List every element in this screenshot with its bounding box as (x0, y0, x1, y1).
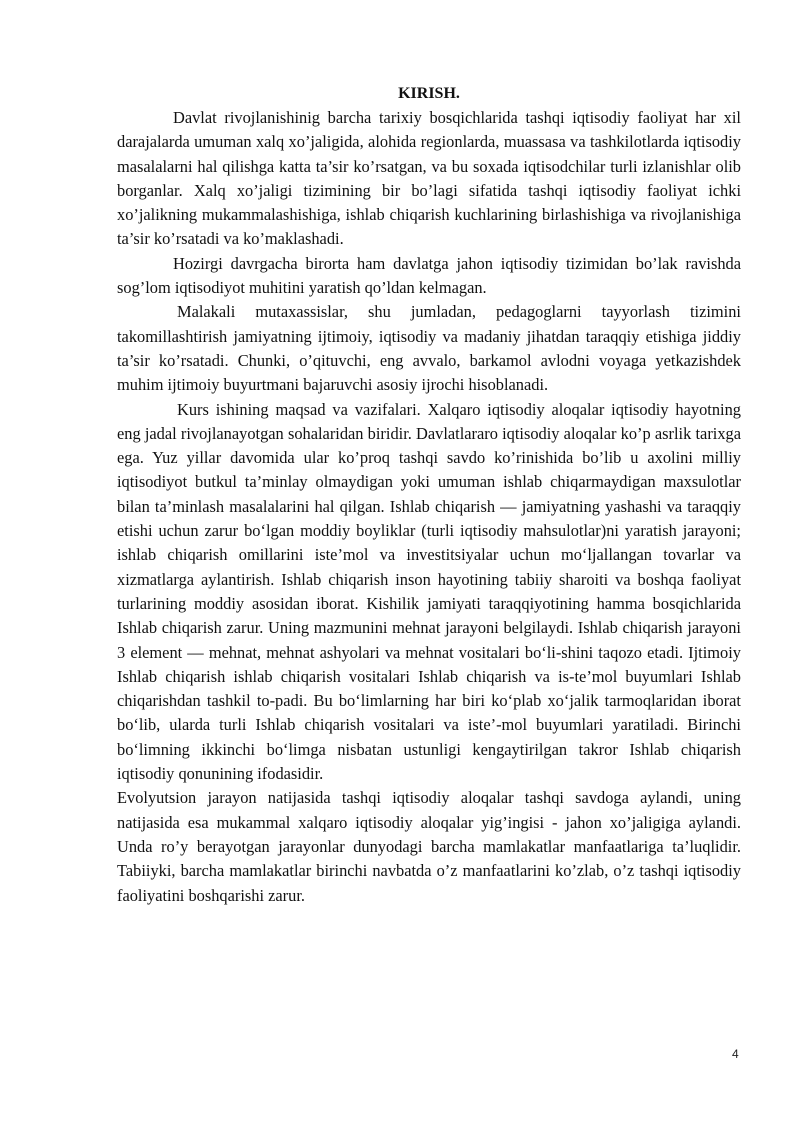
page-content (117, 80, 741, 908)
page-number: 4 (732, 1047, 739, 1061)
paragraph-economic-environment: Hozirgi davrgacha birorta ham davlatga jahon iqtisodiy tizimidan bo’lak ravishda sog’lom iqtisodiyot muhitini yaratish qo’ldan kelmagan. (117, 253, 741, 298)
section-title: KIRISH. (398, 85, 460, 102)
paragraph-evolution: Evolyutsion jarayon natijasida tashqi iqtisodiy aloqalar tashqi savdoga aylandi, uning natijasida esa mukammal xalqaro iqtisodiy aloqalar yig’ingisi - jahon xo’jaligiga aylandi. Unda ro’y berayotgan jarayonlar dunyodagi barcha mamlakatlar manfaatlariga ta’luqlidir. Tabiiyki, barcha mamlakatlar birinchi navbatda o’z manfaatlarini ko’zlab, o’z tashqi iqtisodiy faoliyatini boshqarishi zarur. (117, 788, 741, 905)
paragraph-course-goals: Kurs ishining maqsad va vazifalari. Xalqaro iqtisodiy aloqalar iqtisodiy hayotning eng jadal rivojlanayotgan sohalaridan biridir. Davlatlararo iqtisodiy aloqalar ko’p asrlik tarixga ega. Yuz yillar davomida ular ko’proq tashqi savdo ko’rinishida bo’lib u axolini milliy iqtisodiyot butkul ta’minlay olmaydigan yoki umuman ishlab chiqarmaydigan maxsulotlar bilan ta’minlash masalalarini hal qilgan. Ishlab chiqarish — jamiyatning yashashi va taraqqiy etishi uchun zarur bo‘lgan moddiy boyliklar (turli iqtisodiy mahsulotlar)ni yaratish jarayoni; ishlab chiqarish omillarini iste’mol va investitsiyalar uchun mo‘ljallangan tovarlar va xizmatlarga aylantirish. Ishlab chiqarish inson hayotining tabiiy sharoiti va boshqa faoliyat turlarining moddiy asosidan iborat. Kishilik jamiyati taraqqiyotining hamma bosqichlarida Ishlab chiqarish zarur. Uning mazmunini mehnat jarayoni belgilaydi. Ishlab chiqarish jarayoni 3 element — mehnat, mehnat ashyolari va mehnat vositalari bo‘li-shini taqozo etadi. Ijtimoiy Ishlab chiqarish ishlab chiqarish vositalari Ishlab chiqarish va is-te’mol buyumlari Ishlab chiqarishdan tashkil to-padi. Bu bo‘limlarning har biri ko‘plab xo‘jalik tarmoqlaridan iborat bo‘lib, ularda turli Ishlab chiqarish vositalari va iste’-mol buyumlari yaratiladi. Birinchi bo‘limning ikkinchi bo‘limga nisbatan ustunligi kengaytirilgan takror Ishlab chiqarish iqtisodiy qonunining ifodasidir. (117, 399, 741, 784)
paragraph-specialists: Malakali mutaxassislar, shu jumladan, pedagoglarni tayyorlash tizimini takomillashtirish jamiyatning ijtimoiy, iqtisodiy va madaniy jihatdan taraqqiy etishiga jiddiy ta’sir ko’rsatadi. Chunki, o’qituvchi, eng avvalo, barkamol avlodni voyaga yetkazishdek muhim ijtimoiy buyurtmani bajaruvchi asosiy ijrochi hisoblanadi. (117, 302, 741, 395)
paragraph-intro: Davlat rivojlanishinig barcha tarixiy bosqichlarida tashqi iqtisodiy faoliyat har xil darajalarda umuman xalq xo’jaligida, alohida regionlarda, muassasa va tashkilotlarda iqtisodiy masalalarni hal qilishga katta ta’sir ko’rsatgan, va bu soxada iqtisodchilar turli izlanishlar olib borganlar. Xalq xo’jaligi tizimining bir bo’lagi sifatida tashqi iqtisodiy faoliyat ichki xo’jalikning mukammalashishiga, ishlab chiqarish kuchlarining birlashishiga va rivojlanishiga ta’sir ko’rsatadi va ko’maklashadi. (117, 108, 741, 249)
